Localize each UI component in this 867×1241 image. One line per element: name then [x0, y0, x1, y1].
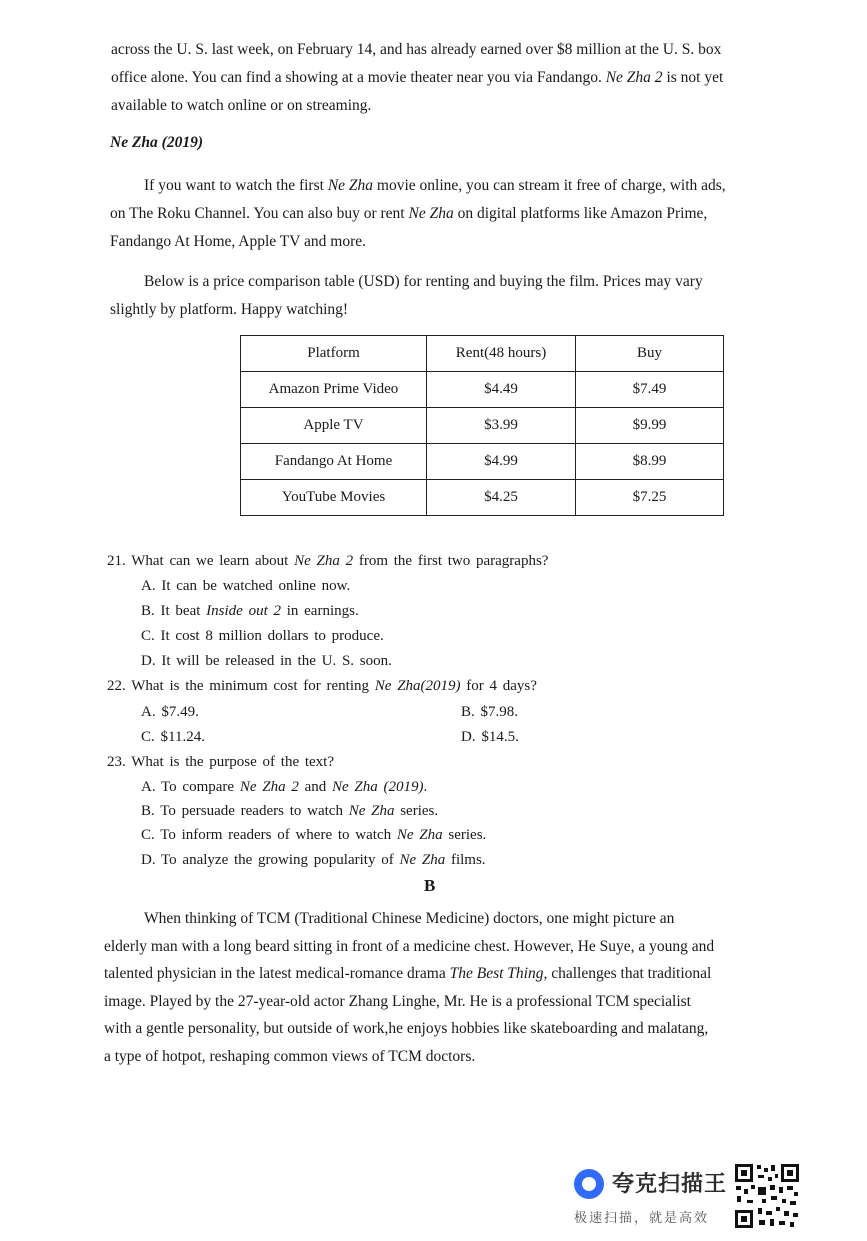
section-heading: B	[424, 876, 436, 895]
table-cell: $7.25	[576, 480, 724, 516]
table-cell: $3.99	[427, 408, 576, 444]
para1-line-2: on The Roku Channel. You can also buy or rent Ne Zha on digital platforms like Amazon Prime,	[110, 205, 708, 222]
table-row	[241, 480, 724, 516]
qr-code-icon	[734, 1163, 800, 1229]
subheading: Ne Zha (2019)	[110, 134, 203, 151]
intro-line-1: across the U. S. last week, on February 14, and has already earned over $8 million at the U. S. box	[111, 41, 722, 58]
question-21: 21. What can we learn about Ne Zha 2 from the first two paragraphs?	[107, 553, 549, 569]
table-header: Platform	[241, 336, 427, 372]
table-cell: $4.25	[427, 480, 576, 516]
intro-line-3: available to watch online or on streaming.	[111, 97, 372, 114]
table-row	[241, 372, 724, 408]
table-cell: $4.99	[427, 444, 576, 480]
q23-option-d: D. To analyze the growing popularity of Ne Zha films.	[141, 852, 486, 868]
q21-option-c: C. It cost 8 million dollars to produce.	[141, 628, 384, 644]
scanner-logo-icon	[574, 1169, 604, 1199]
watermark-subtitle: 极速扫描，就是高效	[574, 1211, 710, 1226]
table-cell: YouTube Movies	[241, 480, 427, 516]
table-cell: $9.99	[576, 408, 724, 444]
passage-b-line-3: talented physician in the latest medical-romance drama The Best Thing, challenges that traditional	[104, 965, 712, 982]
table-header: Rent(48 hours)	[427, 336, 576, 372]
passage-b-line-4: image. Played by the 27-year-old actor Zhang Linghe, Mr. He is a professional TCM specialist	[104, 993, 691, 1010]
question-22: 22. What is the minimum cost for renting Ne Zha(2019) for 4 days?	[107, 678, 537, 694]
passage-b-line-5: with a gentle personality, but outside of work,he enjoys hobbies like skateboarding and malatang,	[104, 1020, 709, 1037]
q21-option-d: D. It will be released in the U. S. soon.	[141, 653, 392, 669]
passage-b-line-6: a type of hotpot, reshaping common views of TCM doctors.	[104, 1048, 476, 1065]
q21-option-a: A. It can be watched online now.	[141, 578, 351, 594]
q22-option-d: D. $14.5.	[461, 729, 519, 745]
q23-option-a: A. To compare Ne Zha 2 and Ne Zha (2019).	[141, 779, 428, 795]
table-row	[241, 408, 724, 444]
table-header-row	[241, 336, 724, 372]
passage-b-line-1: When thinking of TCM (Traditional Chinese Medicine) doctors, one might picture an	[144, 910, 675, 927]
passage-b-line-2: elderly man with a long beard sitting in front of a medicine chest. However, He Suye, a young and	[104, 938, 715, 955]
q22-option-b: B. $7.98.	[461, 704, 519, 720]
q22-option-a: A. $7.49.	[141, 704, 199, 720]
scanner-watermark	[574, 1163, 864, 1233]
table-cell: Amazon Prime Video	[241, 372, 427, 408]
para2-line-1: Below is a price comparison table (USD) for renting and buying the film. Prices may vary	[144, 273, 703, 290]
para2-line-2: slightly by platform. Happy watching!	[110, 301, 349, 318]
q23-option-b: B. To persuade readers to watch Ne Zha series.	[141, 803, 439, 819]
table-cell: $4.49	[427, 372, 576, 408]
price-table	[240, 335, 724, 516]
q21-option-b: B. It beat Inside out 2 in earnings.	[141, 603, 359, 619]
table-cell: Fandango At Home	[241, 444, 427, 480]
table-row	[241, 444, 724, 480]
q22-option-c: C. $11.24.	[141, 729, 205, 745]
table-cell: Apple TV	[241, 408, 427, 444]
table-cell: $8.99	[576, 444, 724, 480]
table-cell: $7.49	[576, 372, 724, 408]
table-header: Buy	[576, 336, 724, 372]
para1-line-3: Fandango At Home, Apple TV and more.	[110, 233, 367, 250]
intro-line-2: office alone. You can find a showing at a movie theater near you via Fandango. Ne Zha 2 is not yet	[111, 69, 724, 86]
question-23: 23. What is the purpose of the text?	[107, 754, 335, 770]
q23-option-c: C. To inform readers of where to watch Ne Zha series.	[141, 827, 487, 843]
para1-line-1: If you want to watch the first Ne Zha movie online, you can stream it free of charge, with ads,	[144, 177, 726, 194]
watermark-title: 夸克扫描王	[612, 1172, 728, 1197]
